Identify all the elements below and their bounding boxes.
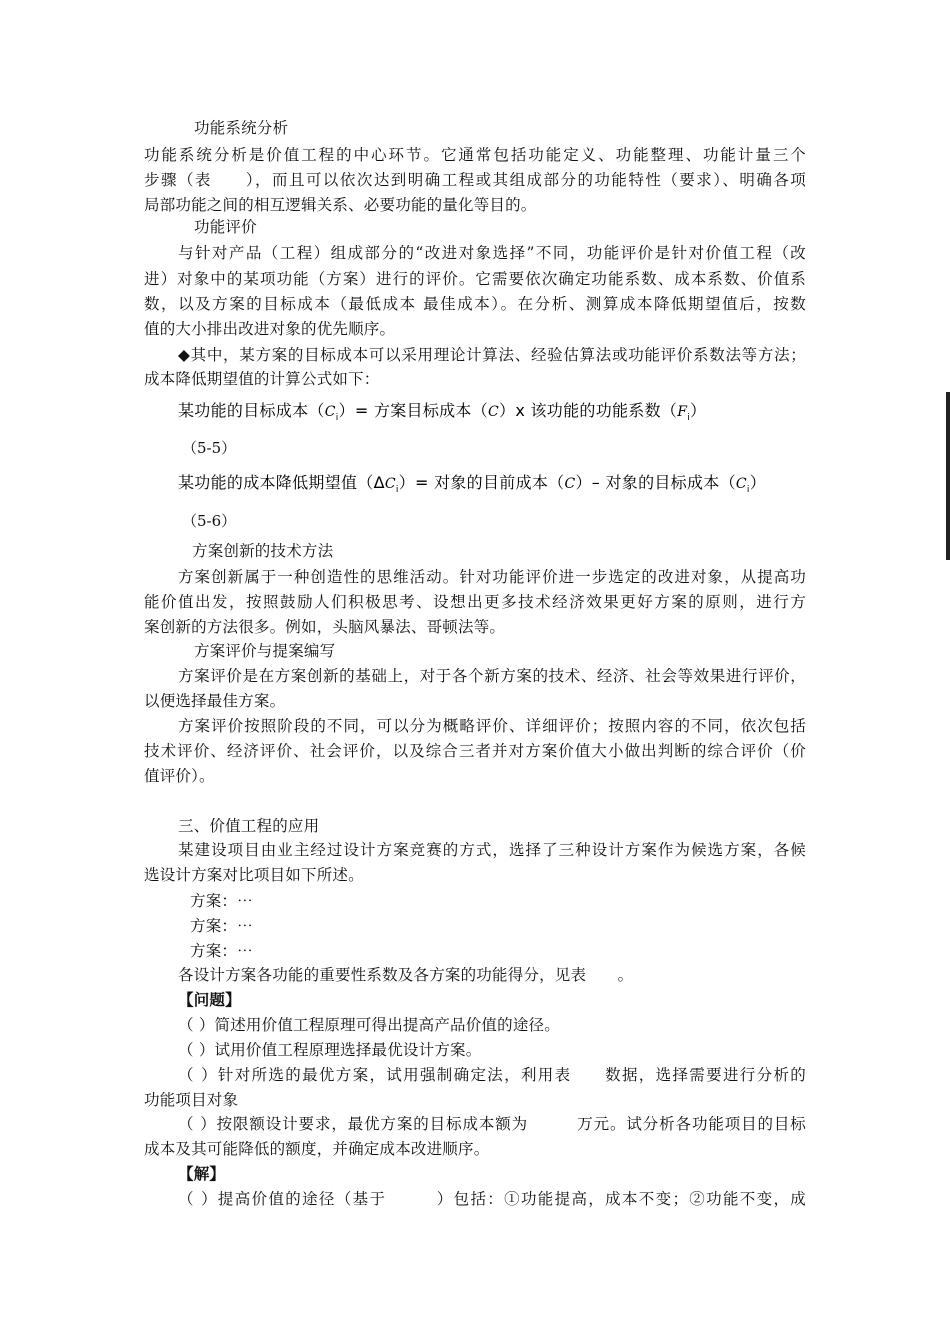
equation-number: （5-6） [182, 512, 237, 530]
section-heading-application: 三、价值工程的应用 [178, 817, 320, 835]
formula-text: 某功能的成本降低期望值（Δ [178, 473, 385, 492]
formula-subscript: i [687, 413, 691, 424]
question-item: （ ）按限额设计要求，最优方案的目标成本额为 万元。试分析各功能项目的目标 [178, 1115, 806, 1133]
paragraph-line: 方案评价是在方案创新的基础上，对于各个新方案的技术、经济、社会等效果进行评价， [178, 667, 806, 685]
paragraph-line: 各设计方案各功能的重要性系数及各方案的功能得分，见表 。 [178, 966, 634, 984]
paragraph-line: 功能系统分析是价值工程的中心环节。它通常包括功能定义、功能整理、功能计量三个 [144, 146, 806, 164]
note-line: ◆其中，某方案的目标成本可以采用理论计算法、经验估算法或功能评价系数法等方法； [178, 346, 806, 364]
paragraph-line: 方案创新属于一种创造性的思维活动。针对功能评价进一步选定的改进对象，从提高功 [178, 568, 806, 586]
formula-symbol: C [488, 404, 500, 420]
section-heading-function-system: 功能系统分析 [194, 119, 289, 137]
paragraph-line: 局部功能之间的相互逻辑关系、必要功能的量化等目的。 [144, 196, 537, 214]
paragraph-line: 步骤（表 ），而且可以依次达到明确工程或其组成部分的功能特性（要求）、明确各项 [144, 171, 806, 189]
question-item: （ ）针对所选的最优方案，试用强制确定法，利用表 数据，选择需要进行分析的 [178, 1066, 806, 1084]
paragraph-line: 方案评价按照阶段的不同，可以分为概略评价、详细评价；按照内容的不同，依次包括 [178, 717, 806, 735]
formula-target-cost [178, 400, 706, 429]
note-line: 成本降低期望值的计算公式如下： [144, 370, 380, 388]
plan-item: 方案：⋯ [190, 942, 253, 960]
formula-subscript: i [395, 485, 399, 496]
formula-text: ） [749, 473, 767, 492]
formula-cost-reduction [178, 472, 766, 501]
question-item-continued: 功能项目对象 [144, 1091, 239, 1109]
paragraph-line: 案创新的方法很多。例如，头脑风暴法、哥顿法等。 [144, 618, 506, 636]
plan-item: 方案：⋯ [190, 917, 253, 935]
paragraph-line: 进）对象中的某项功能（方案）进行的评价。它需要依次确定功能系数、成本系数、价值系 [144, 270, 806, 288]
section-heading-function-evaluation: 功能评价 [194, 218, 257, 236]
section-heading-innovation: 方案创新的技术方法 [192, 542, 334, 560]
plan-item: 方案：⋯ [190, 892, 253, 910]
formula-text: ）x 该功能的功能系数（ [499, 401, 678, 420]
formula-text: ）= 方案目标成本（ [338, 401, 489, 420]
paragraph-line: 技术评价、经济评价、社会评价，以及综合三者并对方案价值大小做出判断的综合评价（价 [144, 742, 806, 760]
question-label: 【问题】 [178, 990, 241, 1009]
paragraph-line: 值的大小排出改进对象的优先顺序。 [144, 320, 396, 338]
formula-subscript: i [746, 485, 750, 496]
question-item-continued: 成本及其可能降低的额度，并确定成本改进顺序。 [144, 1140, 490, 1158]
answer-item: （ ）提高价值的途径（基于 ）包括：①功能提高，成本不变；②功能不变，成 [178, 1190, 806, 1208]
formula-symbol: C [564, 476, 576, 492]
paragraph-line: 数，以及方案的目标成本（最低成本 最佳成本）。在分析、测算成本降低期望值后，按数 [144, 295, 806, 313]
formula-symbol: C [735, 476, 747, 492]
formula-symbol: C [324, 404, 336, 420]
formula-text: ）– 对象的目标成本（ [575, 473, 736, 492]
question-item: （ ）简述用价值工程原理可得出提高产品价值的途径。 [178, 1016, 560, 1034]
equation-number: （5-5） [182, 439, 237, 457]
paragraph-line: 与针对产品（工程）组成部分的“改进对象选择”不同，功能评价是针对价值工程（改 [178, 244, 806, 262]
section-heading-evaluation: 方案评价与提案编写 [194, 642, 336, 660]
paragraph-line: 以便选择最佳方案。 [144, 692, 286, 710]
paragraph-line: 某建设项目由业主经过设计方案竞赛的方式，选择了三种设计方案作为候选方案，各候 [178, 841, 806, 859]
question-item: （ ）试用价值工程原理选择最优设计方案。 [178, 1041, 482, 1059]
paragraph-line: 选设计方案对比项目如下所述。 [144, 866, 364, 884]
formula-text: ）= 对象的目前成本（ [398, 473, 565, 492]
paragraph-line: 值评价）。 [144, 767, 215, 785]
formula-symbol: C [384, 476, 396, 492]
formula-symbol: F [677, 404, 688, 420]
answer-label: 【解】 [178, 1164, 226, 1183]
formula-subscript: i [335, 413, 339, 424]
formula-text: ） [690, 401, 707, 420]
formula-text: 某功能的目标成本（ [178, 401, 325, 420]
paragraph-line: 能价值出发，按照鼓励人们积极思考、设想出更多技术经济效果更好方案的原则，进行方 [144, 593, 806, 611]
